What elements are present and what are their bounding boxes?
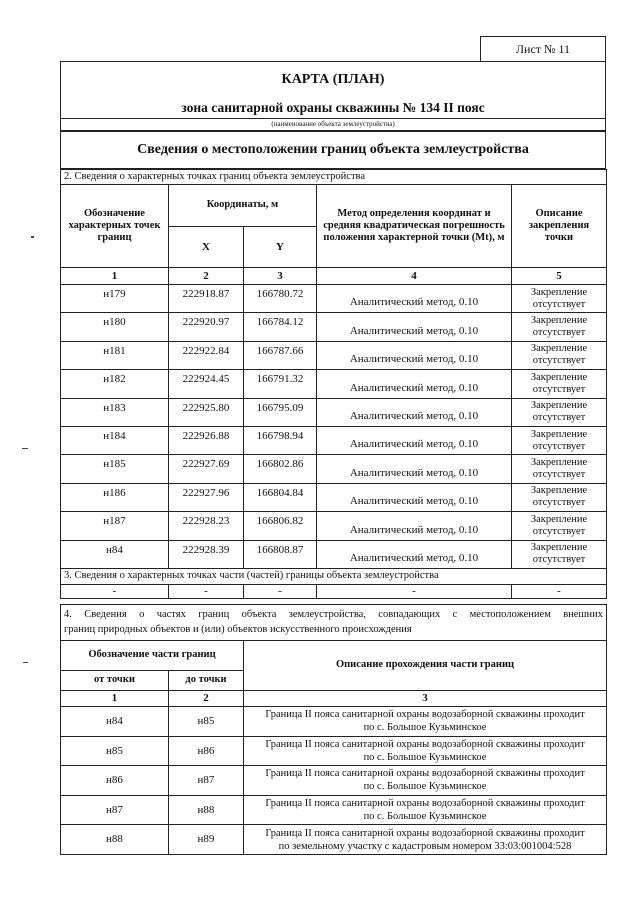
column-number-row	[61, 691, 607, 707]
x-cell: 222922.84	[169, 341, 244, 369]
from-point-cell: н86	[61, 766, 169, 796]
point-cell: н179	[61, 285, 169, 313]
col-number: 1	[61, 268, 169, 285]
col-number: 5	[512, 268, 607, 285]
description-cell	[244, 707, 607, 737]
dash-cell: -	[244, 584, 317, 598]
table-row	[61, 540, 607, 568]
method-cell: Аналитический метод, 0.10	[317, 370, 512, 398]
from-point-cell: н84	[61, 707, 169, 737]
y-cell: 166808.87	[244, 540, 317, 568]
col-number: 1	[61, 691, 169, 707]
column-number-row	[61, 268, 607, 285]
document-header	[60, 61, 606, 131]
fix-cell: Закрепление отсутствует	[512, 483, 607, 511]
fix-cell: Закрепление отсутствует	[512, 540, 607, 568]
y-cell: 166787.66	[244, 341, 317, 369]
margin-speck	[31, 236, 34, 238]
section4-title	[61, 605, 607, 641]
header-x: X	[169, 227, 244, 268]
description-cell	[244, 825, 607, 855]
dash-cell: -	[169, 584, 244, 598]
header-to: до точки	[169, 671, 244, 691]
y-cell: 166804.84	[244, 483, 317, 511]
point-cell: н183	[61, 398, 169, 426]
description-line2: по с. Большое Кузьминское	[363, 781, 487, 793]
method-cell: Аналитический метод, 0.10	[317, 426, 512, 454]
boundary-parts-body	[61, 707, 607, 855]
point-cell: н181	[61, 341, 169, 369]
table-row	[61, 483, 607, 511]
to-point-cell: н87	[169, 766, 244, 796]
x-cell: 222928.23	[169, 512, 244, 540]
point-cell: н182	[61, 370, 169, 398]
table-row	[61, 398, 607, 426]
description-line1: Граница II пояса санитарной охраны водозаборной скважины проходит	[265, 709, 585, 721]
dash-cell: -	[512, 584, 607, 598]
description-line1: Граница II пояса санитарной охраны водозаборной скважины проходит	[265, 738, 585, 750]
to-point-cell: н89	[169, 825, 244, 855]
description-line1: Граница II пояса санитарной охраны водозаборной скважины проходит	[265, 797, 585, 809]
sheet-number-box	[480, 36, 606, 62]
method-cell: Аналитический метод, 0.10	[317, 341, 512, 369]
boundary-parts-table	[60, 604, 607, 855]
section3-title: 3. Сведения о характерных точках части (частей) границы объекта землеустройства	[61, 568, 607, 584]
header-point: Обозначение характерных точек границ	[61, 185, 169, 268]
table-row	[61, 426, 607, 454]
x-cell: 222920.97	[169, 313, 244, 341]
method-cell: Аналитический метод, 0.10	[317, 540, 512, 568]
header-from: от точки	[61, 671, 169, 691]
description-line1: Граница II пояса санитарной охраны водозаборной скважины проходит	[265, 827, 585, 839]
col-number: 2	[169, 691, 244, 707]
header-fix: Описание закрепления точки	[512, 185, 607, 268]
table-row	[61, 455, 607, 483]
section2-title: 2. Сведения о характерных точках границ объекта землеустройства	[61, 170, 607, 185]
point-cell: н84	[61, 540, 169, 568]
method-cell: Аналитический метод, 0.10	[317, 483, 512, 511]
section4-title-line2: границ природных объектов и (или) объектов искусственного происхождения	[64, 623, 412, 635]
object-caption: (наименование объекта землеустройства)	[271, 120, 395, 128]
document-title: КАРТА (ПЛАН)	[281, 72, 385, 87]
table-row	[61, 285, 607, 313]
fix-cell: Закрепление отсутствует	[512, 341, 607, 369]
description-cell	[244, 736, 607, 766]
header-desc: Описание прохождения части границ	[244, 641, 607, 691]
point-cell: н184	[61, 426, 169, 454]
fix-cell: Закрепление отсутствует	[512, 370, 607, 398]
margin-speck	[22, 448, 28, 449]
section-heading	[60, 131, 606, 169]
from-point-cell: н88	[61, 825, 169, 855]
table-row	[61, 825, 607, 855]
header-part: Обозначение части границ	[61, 641, 244, 671]
table-row	[61, 766, 607, 796]
fix-cell: Закрепление отсутствует	[512, 285, 607, 313]
to-point-cell: н88	[169, 795, 244, 825]
table-row	[61, 512, 607, 540]
col-number: 4	[317, 268, 512, 285]
y-cell: 166791.32	[244, 370, 317, 398]
point-cell: н180	[61, 313, 169, 341]
y-cell: 166784.12	[244, 313, 317, 341]
to-point-cell: н86	[169, 736, 244, 766]
description-line2: по с. Большое Кузьминское	[363, 722, 487, 734]
section4-title-line1: 4. Сведения о частях границ объекта землеустройства, совпадающих с местоположением внешних	[64, 609, 604, 621]
points-table	[60, 169, 607, 599]
y-cell: 166802.86	[244, 455, 317, 483]
point-cell: н187	[61, 512, 169, 540]
point-cell: н186	[61, 483, 169, 511]
description-line2: по с. Большое Кузьминское	[363, 751, 487, 763]
fix-cell: Закрепление отсутствует	[512, 313, 607, 341]
x-cell: 222926.88	[169, 426, 244, 454]
description-line2: по с. Большое Кузьминское	[363, 811, 487, 823]
x-cell: 222927.69	[169, 455, 244, 483]
table-row	[61, 707, 607, 737]
document-subtitle: зона санитарной охраны скважины № 134 II пояс	[181, 100, 485, 115]
col-number: 3	[244, 268, 317, 285]
fix-cell: Закрепление отсутствует	[512, 455, 607, 483]
header-method: Метод определения координат и средняя квадратическая погрешность положения характерной точки (Mt), м	[317, 185, 512, 268]
y-cell: 166806.82	[244, 512, 317, 540]
x-cell: 222924.45	[169, 370, 244, 398]
y-cell: 166798.94	[244, 426, 317, 454]
method-cell: Аналитический метод, 0.10	[317, 455, 512, 483]
dash-cell: -	[317, 584, 512, 598]
header-y: Y	[244, 227, 317, 268]
to-point-cell: н85	[169, 707, 244, 737]
table-row	[61, 341, 607, 369]
description-line2: по земельному участку с кадастровым номером 33:03:001004:528	[278, 840, 572, 852]
sheet-number: Лист № 11	[515, 41, 571, 56]
table-row	[61, 795, 607, 825]
x-cell: 222918.87	[169, 285, 244, 313]
from-point-cell: н85	[61, 736, 169, 766]
y-cell: 166795.09	[244, 398, 317, 426]
method-cell: Аналитический метод, 0.10	[317, 398, 512, 426]
description-cell	[244, 795, 607, 825]
point-cell: н185	[61, 455, 169, 483]
method-cell: Аналитический метод, 0.10	[317, 512, 512, 540]
section-heading-text: Сведения о местоположении границ объекта землеустройства	[137, 142, 529, 157]
method-cell: Аналитический метод, 0.10	[317, 313, 512, 341]
fix-cell: Закрепление отсутствует	[512, 512, 607, 540]
description-cell	[244, 766, 607, 796]
section3-dash-row	[61, 584, 607, 598]
x-cell: 222927.96	[169, 483, 244, 511]
table-row	[61, 313, 607, 341]
margin-speck	[23, 662, 28, 663]
from-point-cell: н87	[61, 795, 169, 825]
method-cell: Аналитический метод, 0.10	[317, 285, 512, 313]
table-row	[61, 370, 607, 398]
underline	[61, 118, 605, 119]
col-number: 3	[244, 691, 607, 707]
fix-cell: Закрепление отсутствует	[512, 426, 607, 454]
table-row	[61, 736, 607, 766]
description-line1: Граница II пояса санитарной охраны водозаборной скважины проходит	[265, 768, 585, 780]
points-table-body	[61, 285, 607, 569]
dash-cell: -	[61, 584, 169, 598]
header-coords: Координаты, м	[169, 185, 317, 227]
x-cell: 222925.80	[169, 398, 244, 426]
fix-cell: Закрепление отсутствует	[512, 398, 607, 426]
x-cell: 222928.39	[169, 540, 244, 568]
y-cell: 166780.72	[244, 285, 317, 313]
col-number: 2	[169, 268, 244, 285]
